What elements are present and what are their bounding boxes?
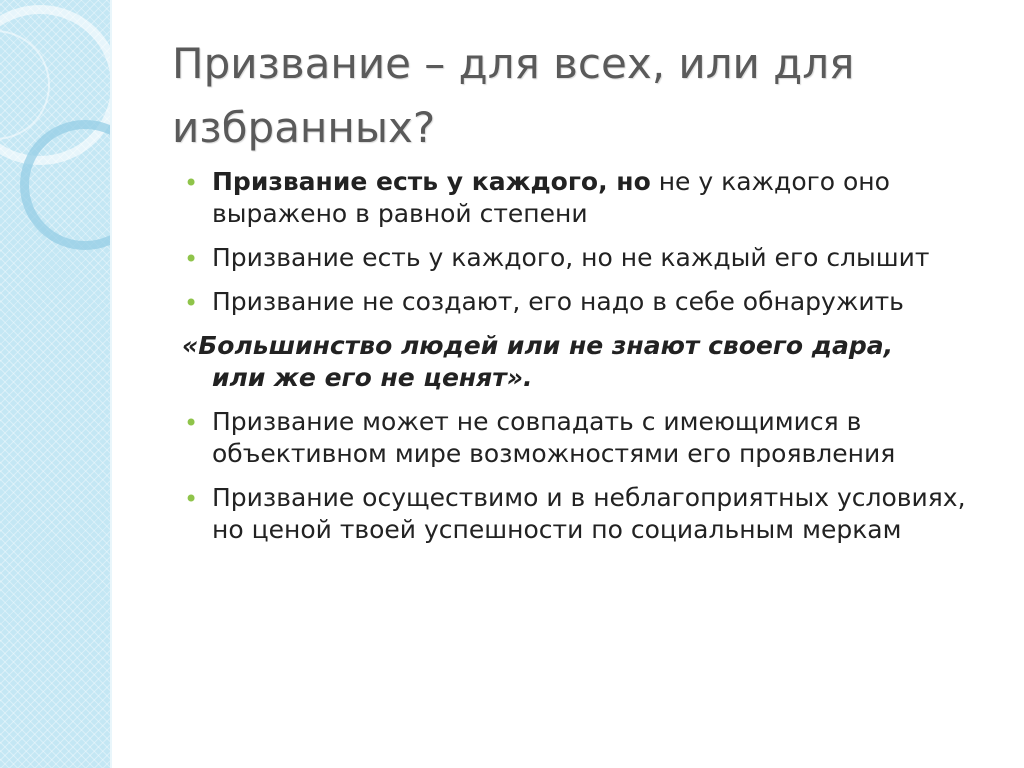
quote-line: или же его не ценят». bbox=[212, 363, 533, 392]
bullet-item bbox=[182, 166, 982, 230]
bullet-text: Призвание не создают, его надо в себе обнаружить bbox=[212, 287, 904, 316]
bullet-icon: • bbox=[184, 169, 199, 197]
decorative-sidebar bbox=[0, 0, 112, 768]
quote bbox=[182, 330, 982, 394]
bullet-icon: • bbox=[184, 289, 199, 317]
sidebar-edge bbox=[110, 0, 112, 768]
bullet-item bbox=[182, 482, 982, 546]
bullet-icon: • bbox=[184, 485, 199, 513]
bullet-icon: • bbox=[184, 409, 199, 437]
slide-content bbox=[182, 166, 982, 558]
bullet-text: Призвание может не совпадать с имеющимися в объективном мире возможностями его проявления bbox=[212, 407, 896, 468]
bullet-text: не у каждого оно выражено в равной степени bbox=[212, 167, 890, 228]
quote-line: «Большинство людей или не знают своего дара, bbox=[182, 331, 894, 360]
bullet-item bbox=[182, 242, 982, 274]
bullet-text: Призвание осуществимо и в неблагоприятных условиях, но ценой твоей успешности по социальным меркам bbox=[212, 483, 966, 544]
bullet-text: Призвание есть у каждого, но не каждый его слышит bbox=[212, 243, 930, 272]
slide-title: Призвание – для всех, или для избранных? bbox=[172, 39, 855, 152]
bullet-item bbox=[182, 286, 982, 318]
bullet-bold-text: Призвание есть у каждого, но bbox=[212, 167, 651, 196]
bullet-icon: • bbox=[184, 245, 199, 273]
bullet-item bbox=[182, 406, 982, 470]
